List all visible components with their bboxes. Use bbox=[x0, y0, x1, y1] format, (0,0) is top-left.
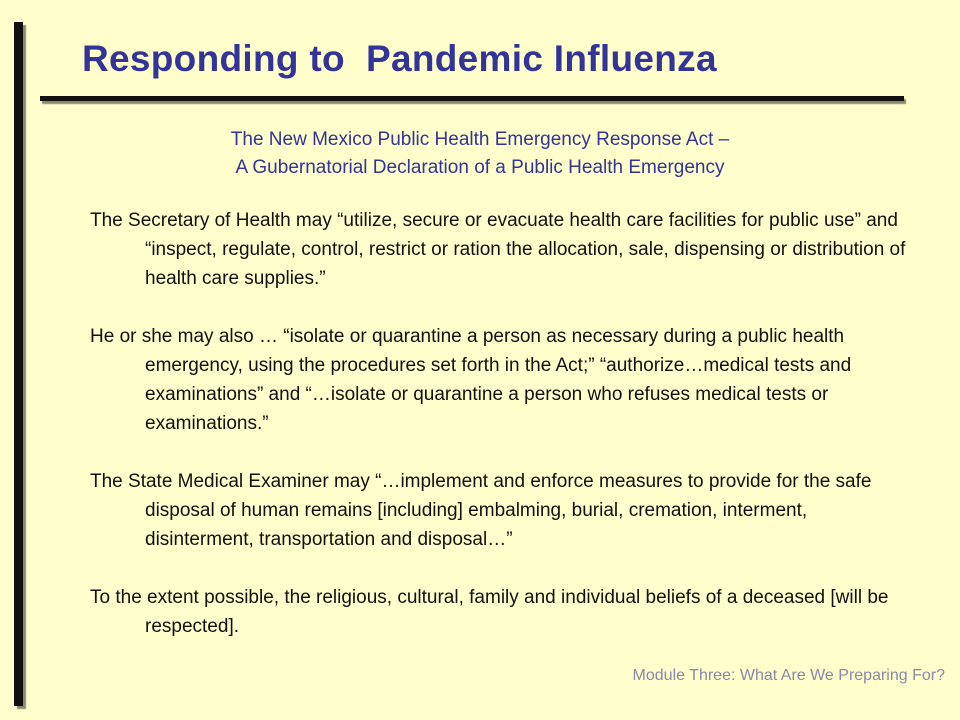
slide-body bbox=[90, 206, 915, 641]
title-underline-rule bbox=[40, 96, 904, 101]
slide-subtitle bbox=[140, 126, 820, 182]
paragraph-beliefs: To the extent possible, the religious, cultural, family and individual beliefs of a deceased [will be respected]. bbox=[90, 587, 889, 637]
subtitle-line-2: A Gubernatorial Declaration of a Public Health Emergency bbox=[235, 157, 725, 178]
slide-title: Responding to Pandemic Influenza bbox=[82, 38, 717, 79]
left-vertical-bar bbox=[14, 22, 23, 706]
paragraph-secretary-of-health: The Secretary of Health may “utilize, secure or evacuate health care facilities for public use” and “inspect, regulate, control, restrict or ration the allocation, sale, dispensing or distribution of health care supplies.” bbox=[90, 210, 906, 289]
subtitle-line-1: The New Mexico Public Health Emergency Response Act – bbox=[230, 129, 730, 150]
slide-footer: Module Three: What Are We Preparing For? bbox=[632, 667, 945, 684]
paragraph-medical-examiner: The State Medical Examiner may “…implement and enforce measures to provide for the safe disposal of human remains [including] embalming, burial, cremation, interment, disinterment, transportation and disposal…” bbox=[90, 471, 872, 550]
paragraph-isolate-quarantine: He or she may also … “isolate or quarantine a person as necessary during a public health emergency, using the procedures set forth in the Act;” “authorize…medical tests and examinations” and “…isolate or quarantine a person who refuses medical tests or examinations.” bbox=[90, 326, 852, 434]
